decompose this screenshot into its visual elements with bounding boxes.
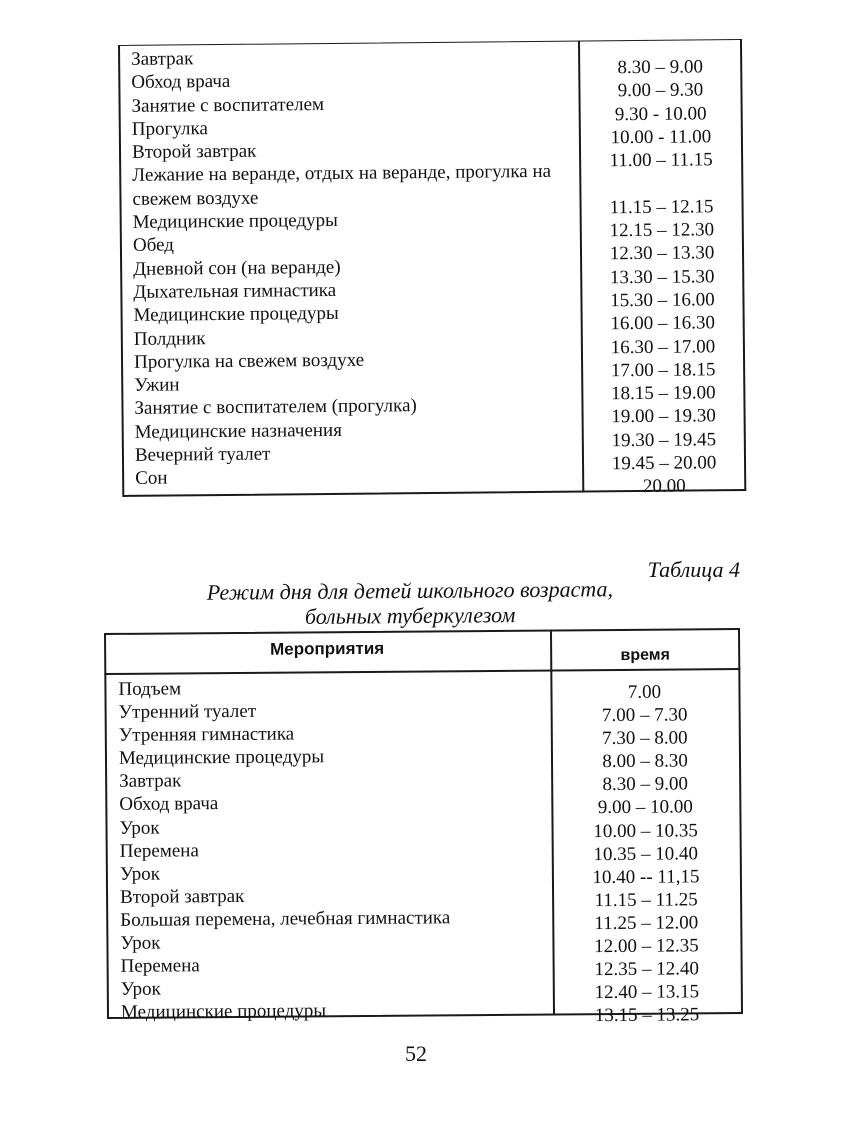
activity-cell: Подъем <box>118 678 182 700</box>
time-cell: 13.15 – 13.25 <box>594 1004 700 1027</box>
table-title-line: больных туберкулезом <box>304 602 516 629</box>
activity-column <box>118 675 551 1025</box>
activity-cell: Второй завтрак <box>119 885 245 908</box>
time-cell: 9.00 – 10.00 <box>597 796 693 819</box>
time-cell: 11.25 – 12.00 <box>594 912 699 935</box>
activity-cell: Урок <box>120 932 161 954</box>
activity-cell: Завтрак <box>131 48 194 70</box>
time-cell: 12.00 – 12.35 <box>594 935 699 958</box>
time-cell: 8.00 – 8.30 <box>602 750 688 773</box>
schedule-table-continued <box>118 39 746 497</box>
activity-cell: Утренняя гимнастика <box>118 723 295 747</box>
activity-column <box>131 44 575 491</box>
time-cell: 10.40 -- 11,15 <box>592 866 700 888</box>
activity-cell: Прогулка <box>131 118 208 140</box>
time-cell: 7.00 <box>627 681 662 703</box>
activity-cell: Прогулка на свежем воздухе <box>133 349 365 373</box>
time-cell: 15.30 – 16.00 <box>610 289 715 312</box>
activity-cell: Сон <box>135 467 168 490</box>
time-cell: 9.00 – 9.30 <box>617 79 704 102</box>
time-cell: 8.30 – 9.00 <box>602 773 689 796</box>
time-cell: 8.30 – 9.00 <box>617 56 704 79</box>
time-cell: 19.00 – 19.30 <box>611 405 716 428</box>
time-cell: 16.30 – 17.00 <box>610 335 716 358</box>
time-column <box>559 680 732 1028</box>
activity-cell: Медицинские процедуры <box>133 303 339 327</box>
activity-cell: Урок <box>120 978 161 1001</box>
time-cell: 9.30 - 10.00 <box>614 102 707 125</box>
time-cell: 12.15 – 12.30 <box>609 219 715 242</box>
table-title <box>160 576 660 630</box>
activity-cell: Ужин <box>134 374 180 397</box>
activity-cell: Обед <box>132 234 175 257</box>
activity-cell: Урок <box>119 863 160 885</box>
table-label: Таблица 4 <box>647 557 740 582</box>
activity-cell: Обход врача <box>119 793 219 816</box>
activity-cell: Перемена <box>119 839 199 862</box>
activity-cell: Лежание на веранде, отдых на веранде, прогулка на свежем воздухе <box>132 161 552 210</box>
time-cell: 11.15 – 11.25 <box>594 889 698 911</box>
column-header-time: время <box>620 646 670 664</box>
time-cell: 18.15 – 19.00 <box>611 382 716 405</box>
time-cell: 10.00 - 11.00 <box>610 126 712 149</box>
time-cell: 7.30 – 8.00 <box>602 727 688 750</box>
time-cell: 12.30 – 13.30 <box>609 242 715 265</box>
column-header-activity: Мероприятия <box>269 638 385 659</box>
activity-cell: Утренний туалет <box>118 700 257 723</box>
time-cell: 7.00 – 7.30 <box>601 704 688 727</box>
time-cell: 19.45 – 20.00 <box>611 452 717 475</box>
time-cell: 12.35 – 12.40 <box>594 958 699 981</box>
activity-cell: Занятие с воспитателем <box>131 93 325 117</box>
time-cell: 11.00 – 11.15 <box>609 149 713 172</box>
table-title-line: Режим дня для детей школьного возраста, <box>206 576 614 605</box>
activity-cell: Дневной сон (на веранде) <box>133 256 341 280</box>
activity-cell: Медицинские процедуры <box>132 209 338 233</box>
activity-cell: Вечерний туалет <box>134 443 271 466</box>
activity-cell: Дыхательная гимнастика <box>133 279 337 303</box>
activity-cell: Медицинские процедуры <box>120 1000 327 1024</box>
time-cell: 11.15 – 12.15 <box>609 196 714 219</box>
time-cell: 19.30 – 19.45 <box>611 429 717 452</box>
activity-cell: Завтрак <box>119 770 182 793</box>
activity-cell: Большая перемена, лечебная гимнастика <box>120 907 451 931</box>
activity-cell: Медицинские назначения <box>134 419 343 443</box>
time-cell: 17.00 – 18.15 <box>610 359 716 382</box>
activity-cell: Урок <box>119 817 160 839</box>
time-cell: 10.35 – 10.40 <box>593 842 699 865</box>
activity-cell: Полдник <box>133 327 206 350</box>
time-cell: 20.00 <box>642 475 686 498</box>
time-cell: 12.40 – 13.15 <box>594 981 700 1004</box>
activity-cell: Перемена <box>120 955 200 978</box>
time-column <box>588 55 736 499</box>
page-number: 52 <box>405 1041 427 1066</box>
activity-cell: Занятие с воспитателем (прогулка) <box>134 395 417 420</box>
schedule-table-school <box>104 628 743 1027</box>
activity-cell: Медицинские процедуры <box>118 746 325 770</box>
time-cell: 13.30 – 15.30 <box>609 265 715 288</box>
activity-cell: Обход врача <box>131 71 231 94</box>
activity-cell: Второй завтрак <box>131 140 257 164</box>
time-cell: 10.00 – 10.35 <box>593 819 698 842</box>
time-cell: 16.00 – 16.30 <box>610 312 716 335</box>
